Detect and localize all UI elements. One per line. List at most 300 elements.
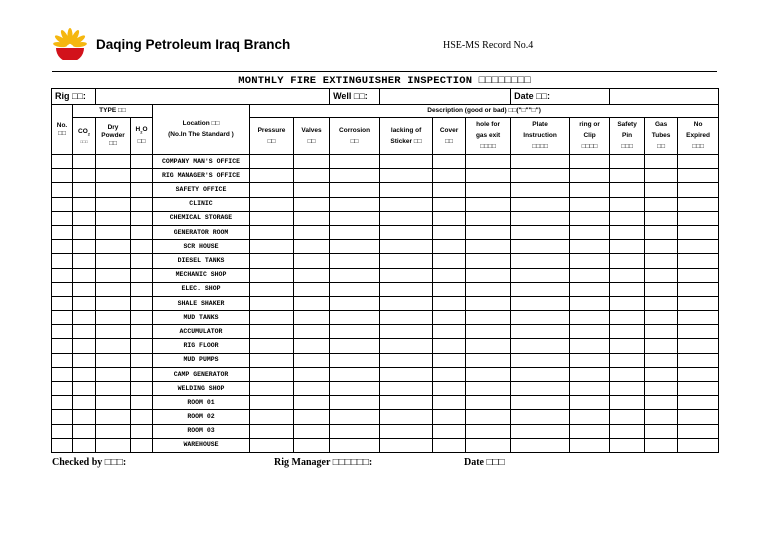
- entry-cell[interactable]: [678, 197, 719, 211]
- entry-cell[interactable]: [52, 353, 73, 367]
- entry-cell[interactable]: [73, 268, 96, 282]
- entry-cell[interactable]: [73, 155, 96, 169]
- entry-cell[interactable]: [250, 268, 294, 282]
- entry-cell[interactable]: [73, 211, 96, 225]
- entry-cell[interactable]: [511, 353, 570, 367]
- entry-cell[interactable]: [511, 240, 570, 254]
- entry-cell[interactable]: [570, 268, 610, 282]
- entry-cell[interactable]: [96, 211, 131, 225]
- entry-cell[interactable]: [678, 325, 719, 339]
- entry-cell[interactable]: [73, 197, 96, 211]
- entry-cell[interactable]: [645, 367, 678, 381]
- entry-cell[interactable]: [294, 254, 330, 268]
- entry-cell[interactable]: [678, 382, 719, 396]
- entry-cell[interactable]: [645, 396, 678, 410]
- entry-cell[interactable]: [570, 339, 610, 353]
- entry-cell[interactable]: [380, 296, 433, 310]
- entry-cell[interactable]: [250, 382, 294, 396]
- entry-cell[interactable]: [645, 225, 678, 239]
- entry-cell[interactable]: [380, 367, 433, 381]
- entry-cell[interactable]: [250, 282, 294, 296]
- entry-cell[interactable]: [645, 325, 678, 339]
- entry-cell[interactable]: [511, 225, 570, 239]
- entry-cell[interactable]: [433, 155, 466, 169]
- entry-cell[interactable]: [294, 155, 330, 169]
- entry-cell[interactable]: [570, 353, 610, 367]
- entry-cell[interactable]: [610, 169, 645, 183]
- entry-cell[interactable]: [294, 169, 330, 183]
- entry-cell[interactable]: [610, 367, 645, 381]
- entry-cell[interactable]: [466, 424, 511, 438]
- entry-cell[interactable]: [610, 382, 645, 396]
- entry-cell[interactable]: [645, 282, 678, 296]
- entry-cell[interactable]: [380, 410, 433, 424]
- entry-cell[interactable]: [511, 325, 570, 339]
- entry-cell[interactable]: [250, 169, 294, 183]
- entry-cell[interactable]: [380, 353, 433, 367]
- entry-cell[interactable]: [131, 438, 153, 452]
- entry-cell[interactable]: [610, 424, 645, 438]
- entry-cell[interactable]: [330, 197, 380, 211]
- entry-cell[interactable]: [73, 169, 96, 183]
- entry-cell[interactable]: [433, 225, 466, 239]
- entry-cell[interactable]: [330, 254, 380, 268]
- entry-cell[interactable]: [570, 240, 610, 254]
- entry-cell[interactable]: [511, 254, 570, 268]
- entry-cell[interactable]: [466, 225, 511, 239]
- entry-cell[interactable]: [250, 424, 294, 438]
- entry-cell[interactable]: [610, 197, 645, 211]
- entry-cell[interactable]: [466, 396, 511, 410]
- entry-cell[interactable]: [52, 155, 73, 169]
- entry-cell[interactable]: [294, 382, 330, 396]
- entry-cell[interactable]: [131, 382, 153, 396]
- entry-cell[interactable]: [511, 339, 570, 353]
- entry-cell[interactable]: [610, 240, 645, 254]
- entry-cell[interactable]: [678, 438, 719, 452]
- entry-cell[interactable]: [73, 183, 96, 197]
- entry-cell[interactable]: [131, 268, 153, 282]
- entry-cell[interactable]: [52, 311, 73, 325]
- entry-cell[interactable]: [433, 438, 466, 452]
- entry-cell[interactable]: [433, 268, 466, 282]
- entry-cell[interactable]: [380, 339, 433, 353]
- entry-cell[interactable]: [73, 396, 96, 410]
- entry-cell[interactable]: [678, 155, 719, 169]
- entry-cell[interactable]: [466, 339, 511, 353]
- entry-cell[interactable]: [52, 197, 73, 211]
- entry-cell[interactable]: [570, 197, 610, 211]
- entry-cell[interactable]: [73, 240, 96, 254]
- entry-cell[interactable]: [52, 268, 73, 282]
- entry-cell[interactable]: [73, 424, 96, 438]
- entry-cell[interactable]: [131, 325, 153, 339]
- entry-cell[interactable]: [433, 211, 466, 225]
- entry-cell[interactable]: [570, 254, 610, 268]
- entry-cell[interactable]: [511, 282, 570, 296]
- entry-cell[interactable]: [131, 367, 153, 381]
- entry-cell[interactable]: [131, 211, 153, 225]
- entry-cell[interactable]: [330, 367, 380, 381]
- entry-cell[interactable]: [433, 254, 466, 268]
- entry-cell[interactable]: [250, 197, 294, 211]
- entry-cell[interactable]: [294, 225, 330, 239]
- entry-cell[interactable]: [511, 410, 570, 424]
- entry-cell[interactable]: [678, 296, 719, 310]
- entry-cell[interactable]: [250, 353, 294, 367]
- entry-cell[interactable]: [73, 438, 96, 452]
- entry-cell[interactable]: [380, 268, 433, 282]
- entry-cell[interactable]: [645, 424, 678, 438]
- entry-cell[interactable]: [511, 311, 570, 325]
- entry-cell[interactable]: [294, 211, 330, 225]
- entry-cell[interactable]: [250, 367, 294, 381]
- entry-cell[interactable]: [433, 325, 466, 339]
- entry-cell[interactable]: [131, 183, 153, 197]
- entry-cell[interactable]: [250, 396, 294, 410]
- entry-cell[interactable]: [294, 424, 330, 438]
- entry-cell[interactable]: [610, 296, 645, 310]
- entry-cell[interactable]: [645, 197, 678, 211]
- entry-cell[interactable]: [678, 396, 719, 410]
- entry-cell[interactable]: [678, 183, 719, 197]
- entry-cell[interactable]: [131, 296, 153, 310]
- entry-cell[interactable]: [294, 197, 330, 211]
- entry-cell[interactable]: [678, 410, 719, 424]
- entry-cell[interactable]: [645, 268, 678, 282]
- entry-cell[interactable]: [570, 367, 610, 381]
- entry-cell[interactable]: [330, 225, 380, 239]
- entry-cell[interactable]: [380, 282, 433, 296]
- entry-cell[interactable]: [294, 282, 330, 296]
- entry-cell[interactable]: [466, 169, 511, 183]
- entry-cell[interactable]: [250, 311, 294, 325]
- entry-cell[interactable]: [131, 225, 153, 239]
- entry-cell[interactable]: [380, 240, 433, 254]
- entry-cell[interactable]: [433, 410, 466, 424]
- entry-cell[interactable]: [73, 382, 96, 396]
- entry-cell[interactable]: [610, 410, 645, 424]
- entry-cell[interactable]: [131, 424, 153, 438]
- entry-cell[interactable]: [131, 282, 153, 296]
- entry-cell[interactable]: [645, 353, 678, 367]
- entry-cell[interactable]: [96, 353, 131, 367]
- entry-cell[interactable]: [73, 410, 96, 424]
- entry-cell[interactable]: [645, 254, 678, 268]
- entry-cell[interactable]: [610, 438, 645, 452]
- entry-cell[interactable]: [645, 183, 678, 197]
- entry-cell[interactable]: [52, 225, 73, 239]
- entry-cell[interactable]: [73, 339, 96, 353]
- entry-cell[interactable]: [330, 169, 380, 183]
- entry-cell[interactable]: [570, 424, 610, 438]
- entry-cell[interactable]: [131, 197, 153, 211]
- entry-cell[interactable]: [73, 225, 96, 239]
- entry-cell[interactable]: [610, 155, 645, 169]
- entry-cell[interactable]: [131, 353, 153, 367]
- entry-cell[interactable]: [96, 424, 131, 438]
- entry-cell[interactable]: [610, 211, 645, 225]
- entry-cell[interactable]: [610, 325, 645, 339]
- entry-cell[interactable]: [570, 410, 610, 424]
- entry-cell[interactable]: [645, 240, 678, 254]
- entry-cell[interactable]: [433, 197, 466, 211]
- entry-cell[interactable]: [250, 325, 294, 339]
- entry-cell[interactable]: [433, 183, 466, 197]
- entry-cell[interactable]: [678, 339, 719, 353]
- entry-cell[interactable]: [466, 240, 511, 254]
- entry-cell[interactable]: [433, 396, 466, 410]
- entry-cell[interactable]: [433, 169, 466, 183]
- entry-cell[interactable]: [433, 424, 466, 438]
- entry-cell[interactable]: [570, 382, 610, 396]
- entry-cell[interactable]: [96, 225, 131, 239]
- entry-cell[interactable]: [380, 169, 433, 183]
- entry-cell[interactable]: [380, 155, 433, 169]
- entry-cell[interactable]: [250, 183, 294, 197]
- entry-cell[interactable]: [645, 169, 678, 183]
- entry-cell[interactable]: [330, 155, 380, 169]
- entry-cell[interactable]: [294, 183, 330, 197]
- entry-cell[interactable]: [52, 410, 73, 424]
- entry-cell[interactable]: [73, 311, 96, 325]
- entry-cell[interactable]: [466, 183, 511, 197]
- entry-cell[interactable]: [330, 268, 380, 282]
- entry-cell[interactable]: [73, 325, 96, 339]
- entry-cell[interactable]: [645, 296, 678, 310]
- entry-cell[interactable]: [645, 339, 678, 353]
- entry-cell[interactable]: [52, 282, 73, 296]
- entry-cell[interactable]: [96, 254, 131, 268]
- entry-cell[interactable]: [570, 325, 610, 339]
- entry-cell[interactable]: [511, 197, 570, 211]
- entry-cell[interactable]: [511, 211, 570, 225]
- entry-cell[interactable]: [678, 211, 719, 225]
- rig-field[interactable]: [96, 89, 330, 105]
- entry-cell[interactable]: [294, 325, 330, 339]
- entry-cell[interactable]: [96, 268, 131, 282]
- entry-cell[interactable]: [330, 211, 380, 225]
- entry-cell[interactable]: [96, 367, 131, 381]
- entry-cell[interactable]: [678, 268, 719, 282]
- entry-cell[interactable]: [330, 282, 380, 296]
- entry-cell[interactable]: [96, 382, 131, 396]
- entry-cell[interactable]: [466, 311, 511, 325]
- entry-cell[interactable]: [131, 169, 153, 183]
- entry-cell[interactable]: [570, 211, 610, 225]
- entry-cell[interactable]: [466, 197, 511, 211]
- entry-cell[interactable]: [380, 211, 433, 225]
- entry-cell[interactable]: [131, 254, 153, 268]
- entry-cell[interactable]: [294, 396, 330, 410]
- entry-cell[interactable]: [466, 211, 511, 225]
- entry-cell[interactable]: [52, 382, 73, 396]
- entry-cell[interactable]: [96, 169, 131, 183]
- entry-cell[interactable]: [250, 211, 294, 225]
- entry-cell[interactable]: [73, 367, 96, 381]
- entry-cell[interactable]: [131, 155, 153, 169]
- entry-cell[interactable]: [466, 325, 511, 339]
- entry-cell[interactable]: [96, 339, 131, 353]
- entry-cell[interactable]: [96, 410, 131, 424]
- entry-cell[interactable]: [610, 268, 645, 282]
- entry-cell[interactable]: [610, 353, 645, 367]
- entry-cell[interactable]: [250, 410, 294, 424]
- entry-cell[interactable]: [433, 240, 466, 254]
- entry-cell[interactable]: [250, 155, 294, 169]
- entry-cell[interactable]: [511, 367, 570, 381]
- entry-cell[interactable]: [96, 325, 131, 339]
- entry-cell[interactable]: [610, 339, 645, 353]
- entry-cell[interactable]: [294, 438, 330, 452]
- entry-cell[interactable]: [678, 254, 719, 268]
- entry-cell[interactable]: [645, 155, 678, 169]
- entry-cell[interactable]: [250, 438, 294, 452]
- entry-cell[interactable]: [380, 254, 433, 268]
- entry-cell[interactable]: [380, 325, 433, 339]
- entry-cell[interactable]: [294, 268, 330, 282]
- entry-cell[interactable]: [52, 296, 73, 310]
- entry-cell[interactable]: [131, 410, 153, 424]
- entry-cell[interactable]: [96, 282, 131, 296]
- entry-cell[interactable]: [678, 169, 719, 183]
- entry-cell[interactable]: [96, 197, 131, 211]
- entry-cell[interactable]: [380, 225, 433, 239]
- entry-cell[interactable]: [511, 396, 570, 410]
- entry-cell[interactable]: [52, 254, 73, 268]
- entry-cell[interactable]: [330, 325, 380, 339]
- entry-cell[interactable]: [610, 311, 645, 325]
- entry-cell[interactable]: [433, 339, 466, 353]
- entry-cell[interactable]: [52, 169, 73, 183]
- entry-cell[interactable]: [570, 225, 610, 239]
- entry-cell[interactable]: [250, 339, 294, 353]
- entry-cell[interactable]: [330, 396, 380, 410]
- entry-cell[interactable]: [466, 382, 511, 396]
- entry-cell[interactable]: [131, 240, 153, 254]
- entry-cell[interactable]: [678, 225, 719, 239]
- entry-cell[interactable]: [570, 282, 610, 296]
- entry-cell[interactable]: [73, 282, 96, 296]
- entry-cell[interactable]: [294, 367, 330, 381]
- entry-cell[interactable]: [330, 353, 380, 367]
- entry-cell[interactable]: [294, 339, 330, 353]
- entry-cell[interactable]: [570, 155, 610, 169]
- entry-cell[interactable]: [570, 169, 610, 183]
- entry-cell[interactable]: [511, 268, 570, 282]
- entry-cell[interactable]: [294, 296, 330, 310]
- entry-cell[interactable]: [52, 183, 73, 197]
- entry-cell[interactable]: [570, 311, 610, 325]
- entry-cell[interactable]: [466, 254, 511, 268]
- entry-cell[interactable]: [96, 311, 131, 325]
- entry-cell[interactable]: [330, 410, 380, 424]
- entry-cell[interactable]: [678, 353, 719, 367]
- entry-cell[interactable]: [330, 339, 380, 353]
- entry-cell[interactable]: [52, 396, 73, 410]
- entry-cell[interactable]: [294, 410, 330, 424]
- entry-cell[interactable]: [380, 424, 433, 438]
- entry-cell[interactable]: [330, 424, 380, 438]
- entry-cell[interactable]: [466, 353, 511, 367]
- entry-cell[interactable]: [433, 311, 466, 325]
- entry-cell[interactable]: [466, 410, 511, 424]
- entry-cell[interactable]: [131, 311, 153, 325]
- entry-cell[interactable]: [52, 424, 73, 438]
- entry-cell[interactable]: [511, 296, 570, 310]
- entry-cell[interactable]: [466, 296, 511, 310]
- entry-cell[interactable]: [250, 240, 294, 254]
- entry-cell[interactable]: [511, 155, 570, 169]
- entry-cell[interactable]: [52, 211, 73, 225]
- entry-cell[interactable]: [131, 339, 153, 353]
- entry-cell[interactable]: [330, 296, 380, 310]
- entry-cell[interactable]: [570, 183, 610, 197]
- entry-cell[interactable]: [73, 296, 96, 310]
- entry-cell[interactable]: [466, 268, 511, 282]
- entry-cell[interactable]: [380, 382, 433, 396]
- entry-cell[interactable]: [433, 353, 466, 367]
- entry-cell[interactable]: [570, 396, 610, 410]
- entry-cell[interactable]: [330, 240, 380, 254]
- entry-cell[interactable]: [678, 282, 719, 296]
- entry-cell[interactable]: [96, 155, 131, 169]
- entry-cell[interactable]: [610, 282, 645, 296]
- entry-cell[interactable]: [131, 396, 153, 410]
- entry-cell[interactable]: [570, 438, 610, 452]
- entry-cell[interactable]: [645, 410, 678, 424]
- entry-cell[interactable]: [466, 438, 511, 452]
- entry-cell[interactable]: [250, 254, 294, 268]
- entry-cell[interactable]: [330, 183, 380, 197]
- entry-cell[interactable]: [52, 339, 73, 353]
- entry-cell[interactable]: [610, 396, 645, 410]
- entry-cell[interactable]: [52, 367, 73, 381]
- well-field[interactable]: [380, 89, 511, 105]
- entry-cell[interactable]: [511, 424, 570, 438]
- entry-cell[interactable]: [52, 240, 73, 254]
- entry-cell[interactable]: [433, 367, 466, 381]
- entry-cell[interactable]: [380, 396, 433, 410]
- entry-cell[interactable]: [678, 311, 719, 325]
- entry-cell[interactable]: [466, 282, 511, 296]
- entry-cell[interactable]: [73, 353, 96, 367]
- date-field[interactable]: [610, 89, 719, 105]
- entry-cell[interactable]: [380, 197, 433, 211]
- entry-cell[interactable]: [433, 296, 466, 310]
- entry-cell[interactable]: [330, 311, 380, 325]
- entry-cell[interactable]: [73, 254, 96, 268]
- entry-cell[interactable]: [645, 211, 678, 225]
- entry-cell[interactable]: [52, 438, 73, 452]
- entry-cell[interactable]: [511, 382, 570, 396]
- entry-cell[interactable]: [433, 382, 466, 396]
- entry-cell[interactable]: [570, 296, 610, 310]
- entry-cell[interactable]: [96, 438, 131, 452]
- entry-cell[interactable]: [294, 311, 330, 325]
- entry-cell[interactable]: [96, 240, 131, 254]
- entry-cell[interactable]: [610, 183, 645, 197]
- entry-cell[interactable]: [678, 367, 719, 381]
- entry-cell[interactable]: [330, 382, 380, 396]
- entry-cell[interactable]: [330, 438, 380, 452]
- entry-cell[interactable]: [466, 367, 511, 381]
- entry-cell[interactable]: [678, 240, 719, 254]
- entry-cell[interactable]: [433, 282, 466, 296]
- entry-cell[interactable]: [96, 183, 131, 197]
- entry-cell[interactable]: [610, 254, 645, 268]
- entry-cell[interactable]: [96, 396, 131, 410]
